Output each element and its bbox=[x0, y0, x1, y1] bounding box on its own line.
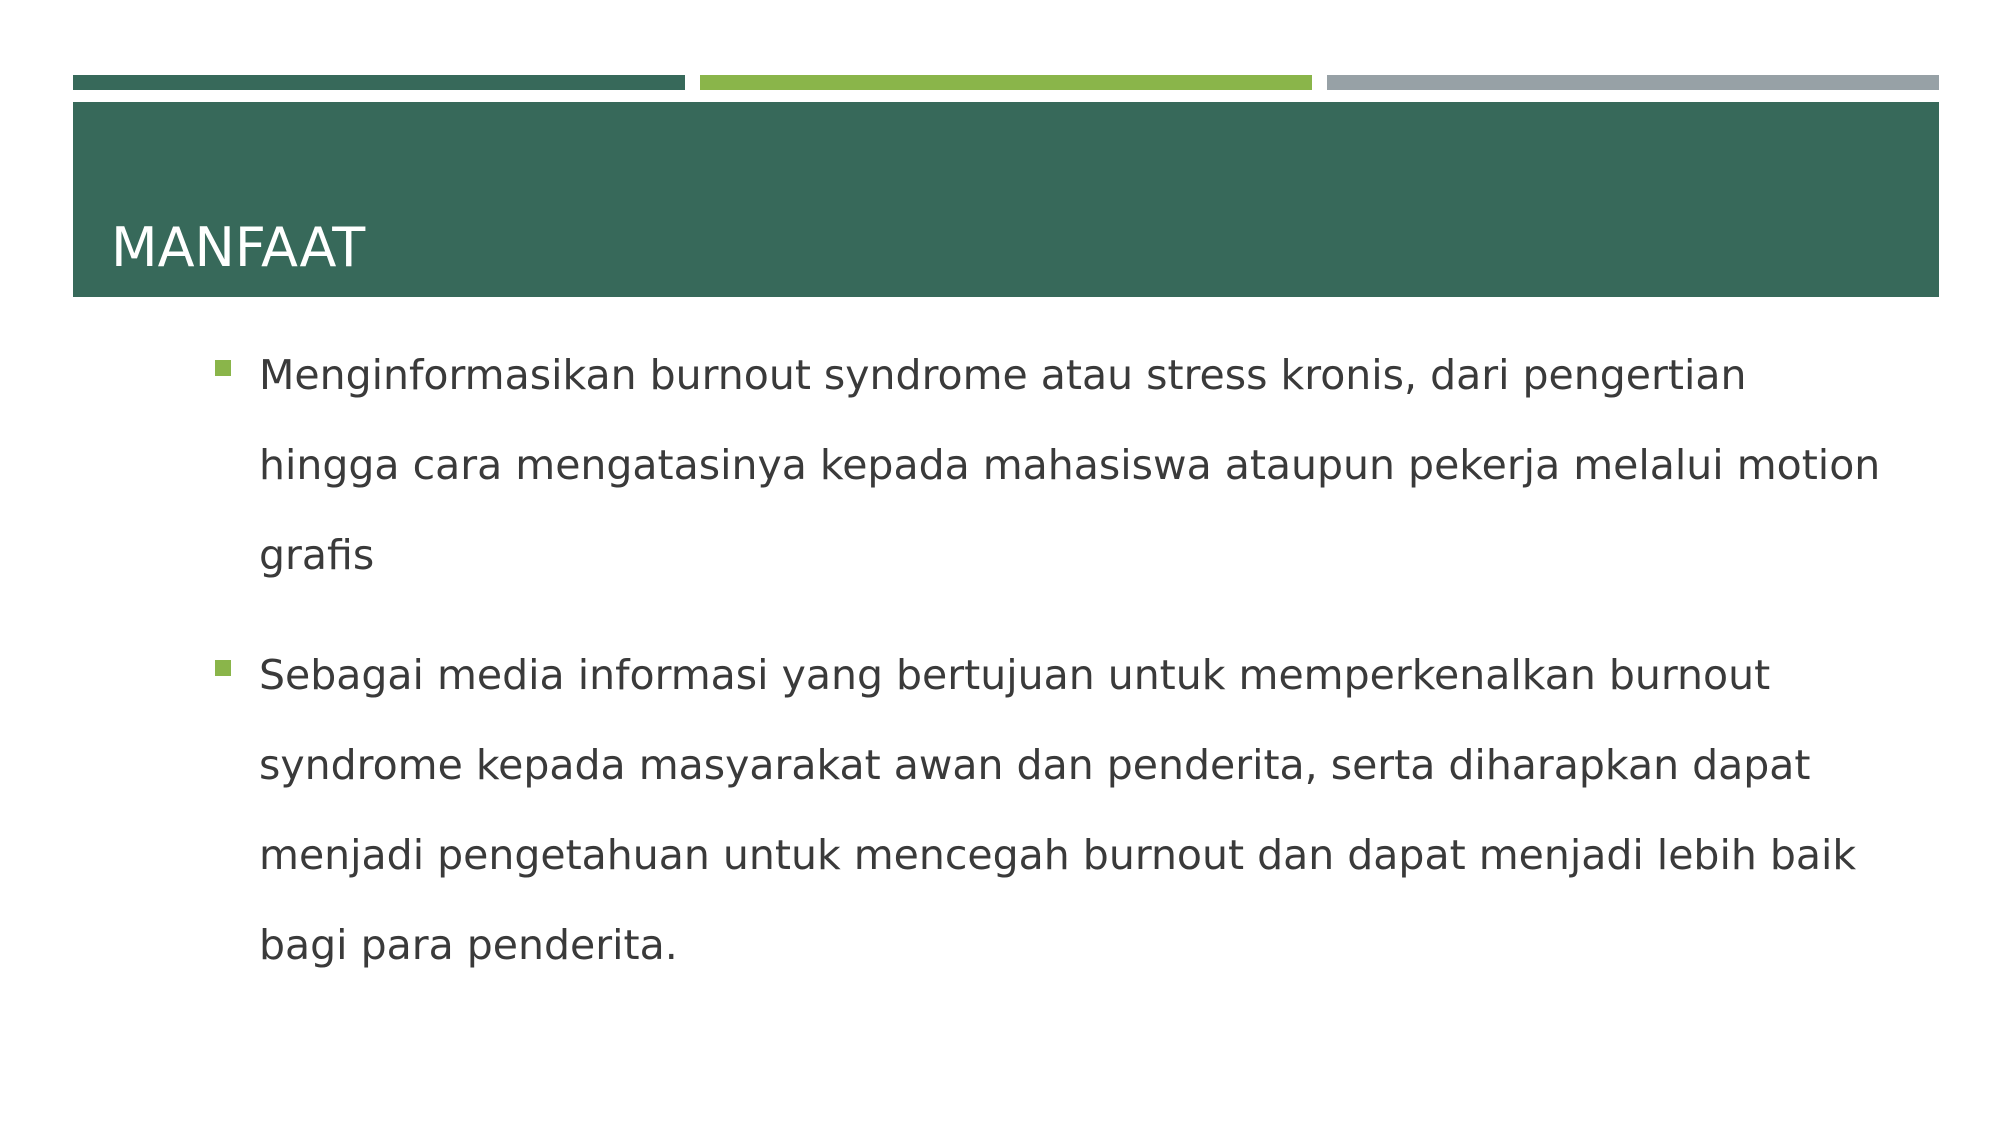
square-bullet-icon bbox=[215, 660, 231, 676]
title-band bbox=[73, 102, 1939, 297]
slide-content bbox=[215, 330, 1885, 1020]
bullet-list bbox=[215, 330, 1885, 990]
bullet-item bbox=[215, 630, 1885, 990]
bullet-item bbox=[215, 330, 1885, 600]
bullet-text: Sebagai media informasi yang bertujuan untuk memperkenalkan burnout syndrome kepada masyarakat awan dan penderita, serta diharapkan dapat menjadi pengetahuan untuk mencegah burnout dan dapat menjadi lebih baik bagi para penderita. bbox=[259, 651, 1857, 969]
accent-bar-green bbox=[700, 75, 1312, 90]
bullet-text: Menginformasikan burnout syndrome atau stress kronis, dari pengertian hingga cara mengatasinya kepada mahasiswa ataupun pekerja melalui motion grafis bbox=[259, 351, 1881, 579]
accent-bar-dark bbox=[73, 75, 685, 90]
slide-title: MANFAAT bbox=[111, 216, 366, 279]
accent-bar-gray bbox=[1327, 75, 1939, 90]
square-bullet-icon bbox=[215, 360, 231, 376]
